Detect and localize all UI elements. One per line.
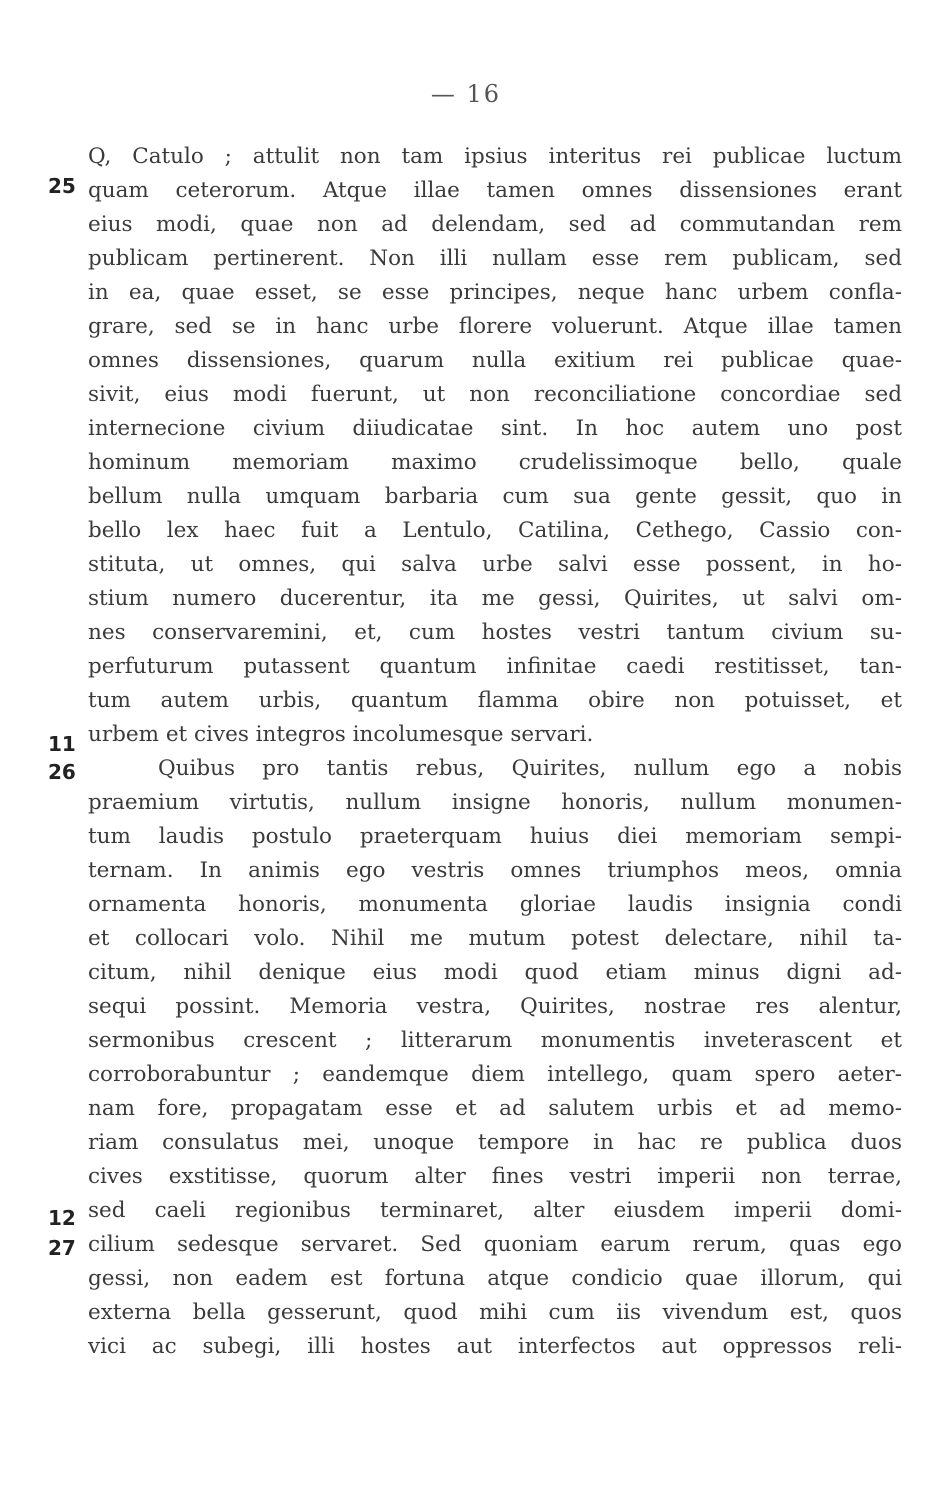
margin-number-11: 11	[48, 732, 76, 756]
text-line: hominum memoriam maximo crudelissimoque bello, quale	[88, 450, 902, 475]
text-line: bellum nulla umquam barbaria cum sua gente gessit, quo in	[88, 484, 902, 509]
text-line: sequi possint. Memoria vestra, Quirites, nostrae res alentur,	[88, 994, 902, 1019]
text-line: sermonibus crescent ; litterarum monumentis inveterascent et	[88, 1028, 902, 1053]
text-line: internecione civium diiudicatae sint. In hoc autem uno post	[88, 416, 902, 441]
margin-number-12: 12	[48, 1206, 76, 1230]
text-line: tum autem urbis, quantum flamma obire non potuisset, et	[88, 688, 902, 713]
text-line: publicam pertinerent. Non illi nullam esse rem publicam, sed	[88, 246, 902, 271]
text-line: citum, nihil denique eius modi quod etiam minus digni ad-	[88, 960, 902, 985]
text-line: externa bella gesserunt, quod mihi cum iis vivendum est, quos	[88, 1300, 902, 1325]
text-line: Quibus pro tantis rebus, Quirites, nullum ego a nobis	[158, 756, 902, 781]
text-line: omnes dissensiones, quarum nulla exitium rei publicae quae-	[88, 348, 902, 373]
text-line: et collocari volo. Nihil me mutum potest delectare, nihil ta-	[88, 926, 902, 951]
text-line: stium numero ducerentur, ita me gessi, Quirites, ut salvi om-	[88, 586, 902, 611]
text-line: stituta, ut omnes, qui salva urbe salvi esse possent, in ho-	[88, 552, 902, 577]
text-line: cilium sedesque servaret. Sed quoniam earum rerum, quas ego	[88, 1232, 902, 1257]
text-line: grare, sed se in hanc urbe florere voluerunt. Atque illae tamen	[88, 314, 902, 339]
margin-number-25: 25	[48, 174, 76, 198]
text-line: bello lex haec fuit a Lentulo, Catilina, Cethego, Cassio con-	[88, 518, 902, 543]
text-line: corroborabuntur ; eandemque diem intellego, quam spero aeter-	[88, 1062, 902, 1087]
text-line: tum laudis postulo praeterquam huius diei memoriam sempi-	[88, 824, 902, 849]
text-line: nes conservaremini, et, cum hostes vestri tantum civium su-	[88, 620, 902, 645]
text-line: Q, Catulo ; attulit non tam ipsius interitus rei publicae luctum	[88, 144, 902, 169]
margin-number-26: 26	[48, 760, 76, 784]
text-line: perfuturum putassent quantum infinitae caedi restitisset, tan-	[88, 654, 902, 679]
text-line: riam consulatus mei, unoque tempore in hac re publica duos	[88, 1130, 902, 1155]
text-line: gessi, non eadem est fortuna atque condicio quae illorum, qui	[88, 1266, 902, 1291]
text-line: in ea, quae esset, se esse principes, neque hanc urbem confla-	[88, 280, 902, 305]
text-line: quam ceterorum. Atque illae tamen omnes dissensiones erant	[88, 178, 902, 203]
text-line: ternam. In animis ego vestris omnes triumphos meos, omnia	[88, 858, 902, 883]
text-line: eius modi, quae non ad delendam, sed ad commutandan rem	[88, 212, 902, 237]
text-line: nam fore, propagatam esse et ad salutem urbis et ad memo-	[88, 1096, 902, 1121]
text-line: sivit, eius modi fuerunt, ut non reconciliatione concordiae sed	[88, 382, 902, 407]
text-line: ornamenta honoris, monumenta gloriae laudis insignia condi	[88, 892, 902, 917]
text-line: vici ac subegi, illi hostes aut interfectos aut oppressos reli-	[88, 1334, 902, 1359]
text-line: praemium virtutis, nullum insigne honoris, nullum monumen-	[88, 790, 902, 815]
page-number: — 16	[430, 80, 502, 108]
body-text	[88, 140, 902, 1364]
margin-number-27: 27	[48, 1236, 76, 1260]
text-line: sed caeli regionibus terminaret, alter eiusdem imperii domi-	[88, 1198, 902, 1223]
text-line: cives exstitisse, quorum alter fines vestri imperii non terrae,	[88, 1164, 902, 1189]
text-line: urbem et cives integros incolumesque servari.	[88, 722, 594, 747]
